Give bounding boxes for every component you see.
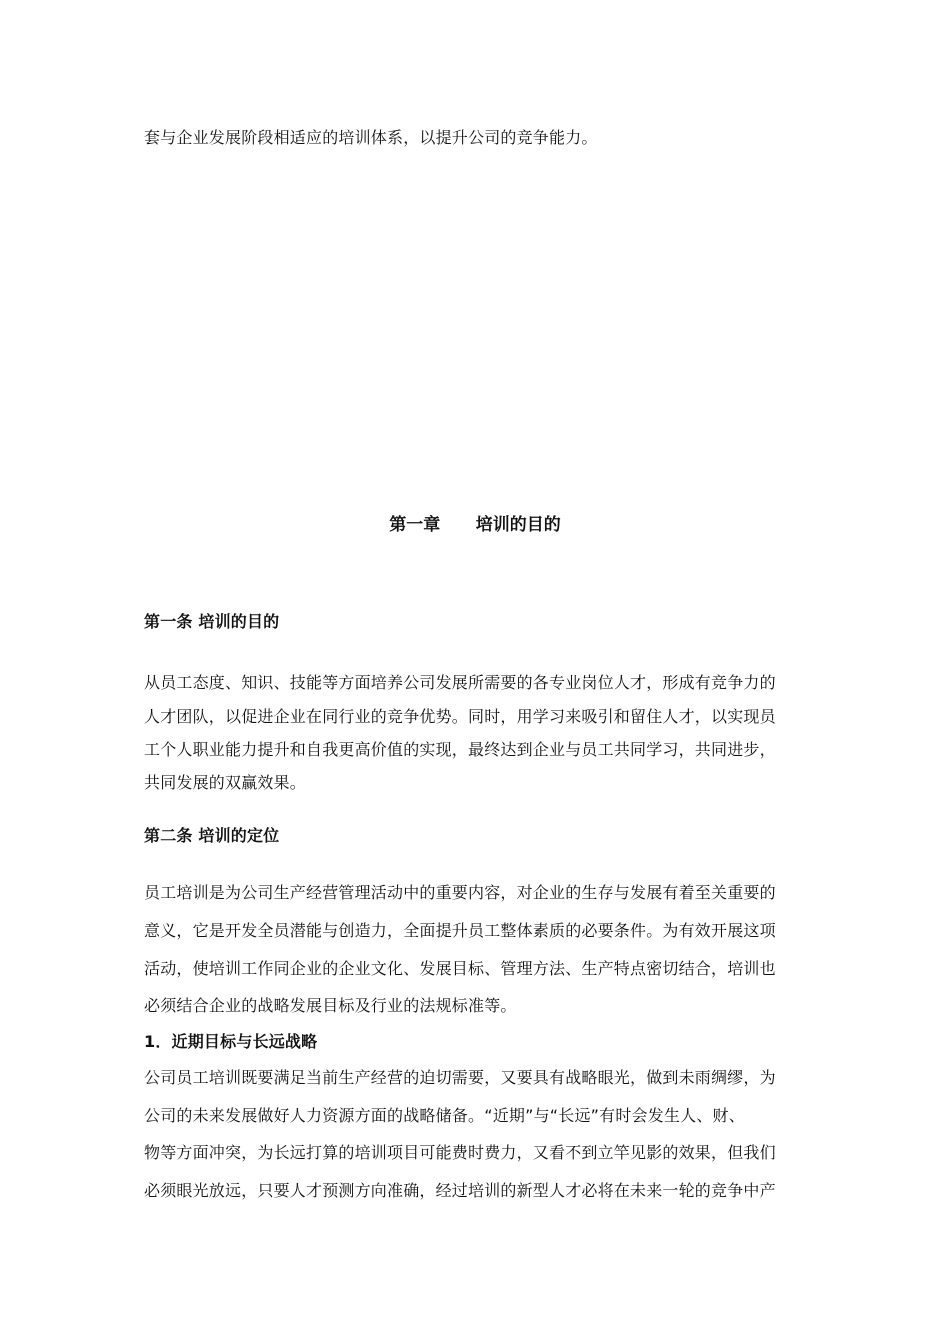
article1-line: 共同发展的双赢效果。 — [144, 773, 307, 792]
article2-line: 必须结合企业的战略发展目标及行业的法规标准等。 — [144, 996, 517, 1015]
article2-heading: 第二条 培训的定位 — [144, 826, 280, 845]
section1-line: 公司的未来发展做好人力资源方面的战略储备。“近期”与“长远”有时会发生人、财、 — [144, 1106, 745, 1125]
article2-line: 意义，它是开发全员潜能与创造力，全面提升员工整体素质的必要条件。为有效开展这项 — [144, 921, 776, 940]
article2-line: 活动，使培训工作同企业的企业文化、发展目标、管理方法、生产特点密切结合，培训也 — [144, 959, 776, 978]
intro-paragraph-line: 套与企业发展阶段相适应的培训体系，以提升公司的竞争能力。 — [144, 128, 598, 147]
section1-line: 公司员工培训既要满足当前生产经营的迫切需要，又要具有战略眼光，做到未雨绸缪，为 — [144, 1068, 776, 1087]
chapter-title: 第一章 培训的目的 — [389, 515, 561, 535]
article1-line: 从员工态度、知识、技能等方面培养公司发展所需要的各专业岗位人才，形成有竞争力的 — [144, 673, 776, 692]
section1-heading: 1．近期目标与长远战略 — [144, 1032, 318, 1051]
section1-line: 物等方面冲突，为长远打算的培训项目可能费时费力，又看不到立竿见影的效果，但我们 — [144, 1143, 776, 1162]
article1-heading: 第一条 培训的目的 — [144, 612, 280, 631]
article1-line: 工个人职业能力提升和自我更高价值的实现，最终达到企业与员工共同学习，共同进步， — [144, 740, 776, 759]
section1-line: 必须眼光放远，只要人才预测方向准确，经过培训的新型人才必将在未来一轮的竞争中产 — [144, 1181, 776, 1200]
article1-line: 人才团队，以促进企业在同行业的竞争优势。同时，用学习来吸引和留住人才，以实现员 — [144, 707, 776, 726]
article2-line: 员工培训是为公司生产经营管理活动中的重要内容，对企业的生存与发展有着至关重要的 — [144, 883, 776, 902]
